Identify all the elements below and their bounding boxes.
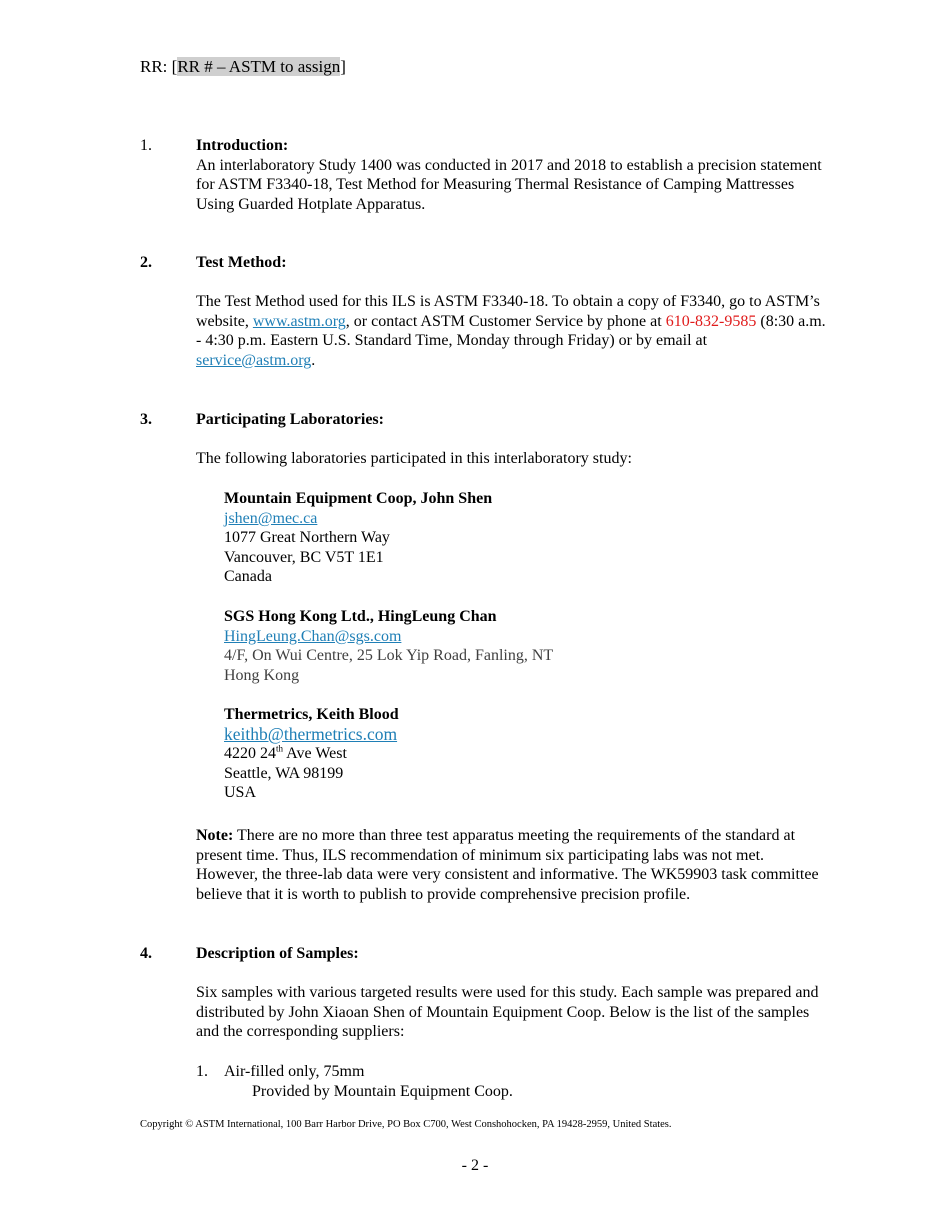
lab-address-line: 4/F, On Wui Centre, 25 Lok Yip Road, Fanling, NT — [224, 647, 554, 665]
phone-number: 610-832-9585 — [665, 312, 757, 330]
lab-address-line: Hong Kong — [224, 666, 300, 684]
list-item-subtext: Provided by Mountain Equipment Coop. — [252, 1082, 513, 1100]
section-number: 4. — [140, 945, 152, 962]
text-part: The Test Method used for this ILS is ASTM F3340-18. To obtain a copy of F3340, go to ASTM’s website, — [196, 293, 820, 330]
section-introduction — [140, 136, 830, 214]
copyright-footer: Copyright © ASTM International, 100 Barr Harbor Drive, PO Box C700, West Conshohocken, PA 19428-2959, United States. — [140, 1119, 672, 1130]
lab-address-line: Seattle, WA 98199 — [224, 764, 344, 782]
text-part: . — [311, 351, 316, 369]
note-paragraph — [140, 826, 830, 904]
text-part: Ave West — [283, 745, 347, 763]
text-part: , or contact ASTM Customer Service by phone at — [345, 312, 666, 330]
rr-header — [140, 57, 346, 77]
section-title: Test Method: — [196, 254, 287, 271]
section-title: Participating Laboratories: — [196, 411, 384, 428]
section-intro: The following laboratories participated in this interlaboratory study: — [196, 450, 632, 468]
header-prefix: RR: [ — [140, 57, 178, 76]
lab-email-link[interactable]: jshen@mec.ca — [224, 509, 318, 527]
lab-email-link[interactable]: keithb@thermetrics.com — [224, 723, 398, 744]
text-part: 4220 24 — [224, 745, 276, 763]
lab-address-line: 1077 Great Northern Way — [224, 529, 390, 547]
lab-entry — [140, 705, 830, 803]
lab-entry — [140, 489, 830, 587]
section-title: Description of Samples: — [196, 945, 359, 962]
list-item-number: 1. — [196, 1063, 208, 1080]
section-text: An interlaboratory Study 1400 was conducted in 2017 and 2018 to establish a precision statement for ASTM F3340-18, Test Method for Measuring Thermal Resistance of Camping Mattresses Using Guarded Hotplate Apparatus. — [196, 156, 822, 213]
section-number: 3. — [140, 411, 152, 428]
page-number: - 2 - — [461, 1157, 489, 1174]
lab-name: SGS Hong Kong Ltd., HingLeung Chan — [224, 608, 497, 625]
list-item-text: Air-filled only, 75mm — [224, 1063, 365, 1080]
lab-address-line — [224, 744, 830, 764]
lab-email-link[interactable]: HingLeung.Chan@sgs.com — [224, 627, 402, 645]
lab-entry — [140, 607, 830, 685]
text-part: (8:30 a.m. - 4:30 p.m. Eastern U.S. Standard Time, Monday through Friday) or by email at — [196, 312, 826, 350]
section-text — [196, 292, 830, 370]
section-text: Six samples with various targeted results were used for this study. Each sample was prepared and distributed by John Xiaoan Shen of Mountain Equipment Coop. Below is the list of the samples and the corresponding suppliers: — [196, 984, 819, 1041]
header-highlight: RR # – ASTM to assign — [177, 57, 341, 76]
lab-name: Mountain Equipment Coop, John Shen — [224, 490, 493, 507]
section-test-method — [140, 253, 830, 371]
lab-address-line: USA — [224, 784, 257, 802]
header-suffix: ] — [340, 57, 346, 76]
lab-name: Thermetrics, Keith Blood — [224, 706, 399, 723]
sample-list-item — [140, 1062, 830, 1101]
note-label: Note: — [196, 827, 234, 844]
section-number: 2. — [140, 254, 152, 271]
section-title: Introduction: — [196, 137, 289, 154]
lab-address-line: Canada — [224, 568, 272, 586]
note-text: There are no more than three test apparatus meeting the requirements of the standard at present time. Thus, ILS recommendation of minimum six participating labs was not met. However, the three-lab data were very consistent and informative. The WK59903 task committee believe that it is worth to publish to provide comprehensive precision profile. — [196, 827, 819, 903]
section-number: 1. — [140, 137, 152, 154]
section-description-of-samples — [140, 944, 830, 1042]
astm-website-link[interactable]: www.astm.org — [252, 312, 346, 330]
ordinal-suffix: th — [276, 743, 284, 754]
lab-address-line: Vancouver, BC V5T 1E1 — [224, 548, 384, 566]
section-participating-labs — [140, 410, 830, 469]
service-email-link[interactable]: service@astm.org — [196, 351, 312, 369]
